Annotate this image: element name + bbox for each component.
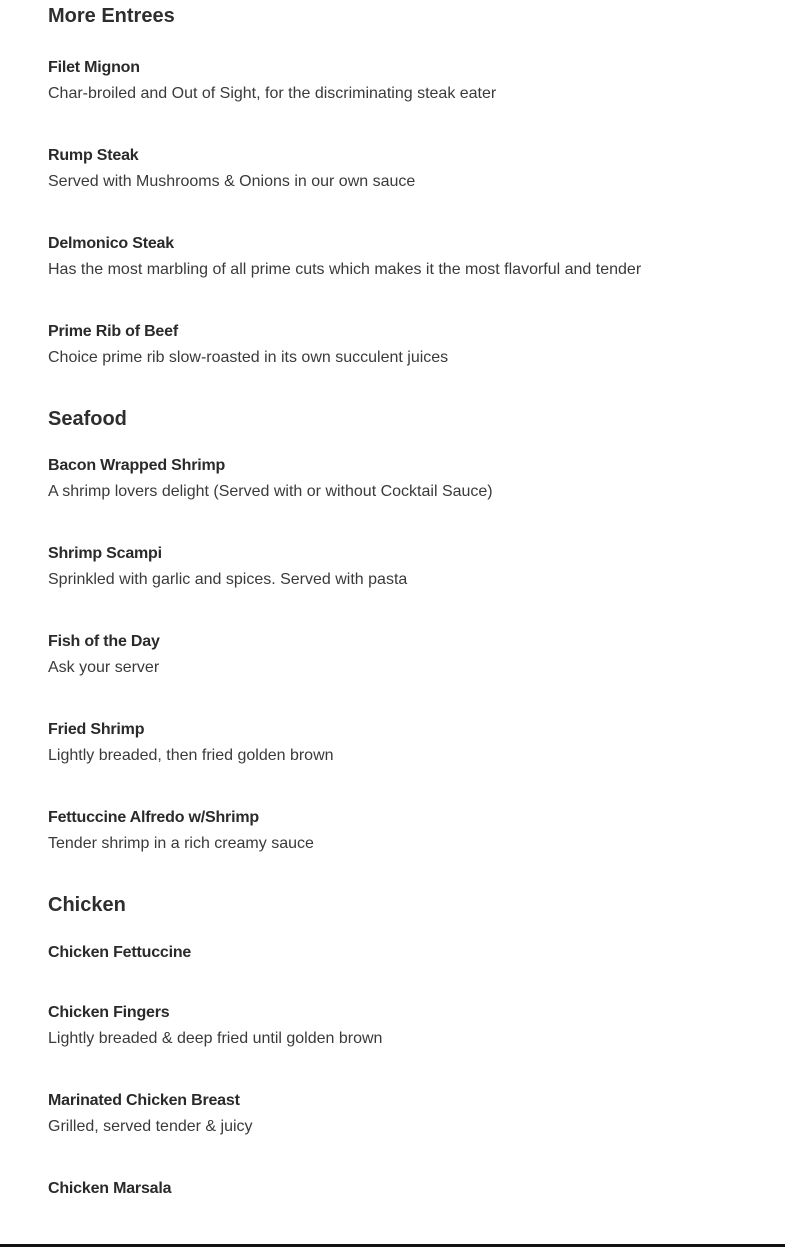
section-title-seafood: Seafood bbox=[48, 408, 127, 430]
menu-item bbox=[48, 720, 768, 768]
menu-item-name: Chicken Fettuccine bbox=[48, 944, 192, 961]
menu-item-description: Lightly breaded, then fried golden brown bbox=[48, 747, 334, 764]
menu-item-name: Chicken Marsala bbox=[48, 1180, 172, 1197]
section-title-chicken: Chicken bbox=[48, 894, 126, 916]
menu-item bbox=[48, 1003, 768, 1051]
menu-item-description: Sprinkled with garlic and spices. Served with pasta bbox=[48, 571, 408, 588]
menu-item-name: Bacon Wrapped Shrimp bbox=[48, 457, 226, 474]
section-title-more-entrees: More Entrees bbox=[48, 5, 175, 27]
menu-content bbox=[48, 0, 768, 1199]
menu-item-description: Has the most marbling of all prime cuts which makes it the most flavorful and tender bbox=[48, 261, 642, 278]
menu-item-name: Fish of the Day bbox=[48, 633, 160, 650]
menu-item-name: Delmonico Steak bbox=[48, 235, 174, 252]
menu-item-description: Lightly breaded & deep fried until golden brown bbox=[48, 1030, 383, 1047]
menu-item bbox=[48, 146, 768, 194]
menu-item-description: Served with Mushrooms & Onions in our own sauce bbox=[48, 173, 416, 190]
menu-item-description: Ask your server bbox=[48, 659, 160, 676]
menu-item bbox=[48, 1091, 768, 1139]
menu-item-name: Prime Rib of Beef bbox=[48, 323, 178, 340]
menu-item-description: A shrimp lovers delight (Served with or without Cocktail Sauce) bbox=[48, 483, 493, 500]
menu-item bbox=[48, 1179, 768, 1199]
menu-item-description: Tender shrimp in a rich creamy sauce bbox=[48, 835, 314, 852]
menu-item bbox=[48, 943, 768, 963]
menu-item-description: Grilled, served tender & juicy bbox=[48, 1118, 253, 1135]
menu-item-name: Marinated Chicken Breast bbox=[48, 1092, 240, 1109]
menu-item-name: Shrimp Scampi bbox=[48, 545, 162, 562]
menu-item-description: Char-broiled and Out of Sight, for the discriminating steak eater bbox=[48, 85, 497, 102]
menu-item bbox=[48, 322, 768, 370]
menu-item bbox=[48, 58, 768, 106]
menu-item-name: Fried Shrimp bbox=[48, 721, 145, 738]
menu-item bbox=[48, 234, 768, 282]
menu-item bbox=[48, 544, 768, 592]
menu-item-name: Chicken Fingers bbox=[48, 1004, 170, 1021]
menu-item bbox=[48, 456, 768, 504]
menu-item-name: Rump Steak bbox=[48, 147, 139, 164]
menu-item bbox=[48, 632, 768, 680]
menu-item-name: Filet Mignon bbox=[48, 59, 140, 76]
menu-item-name: Fettuccine Alfredo w/Shrimp bbox=[48, 809, 259, 826]
menu-item bbox=[48, 808, 768, 856]
menu-item-description: Choice prime rib slow-roasted in its own succulent juices bbox=[48, 349, 449, 366]
